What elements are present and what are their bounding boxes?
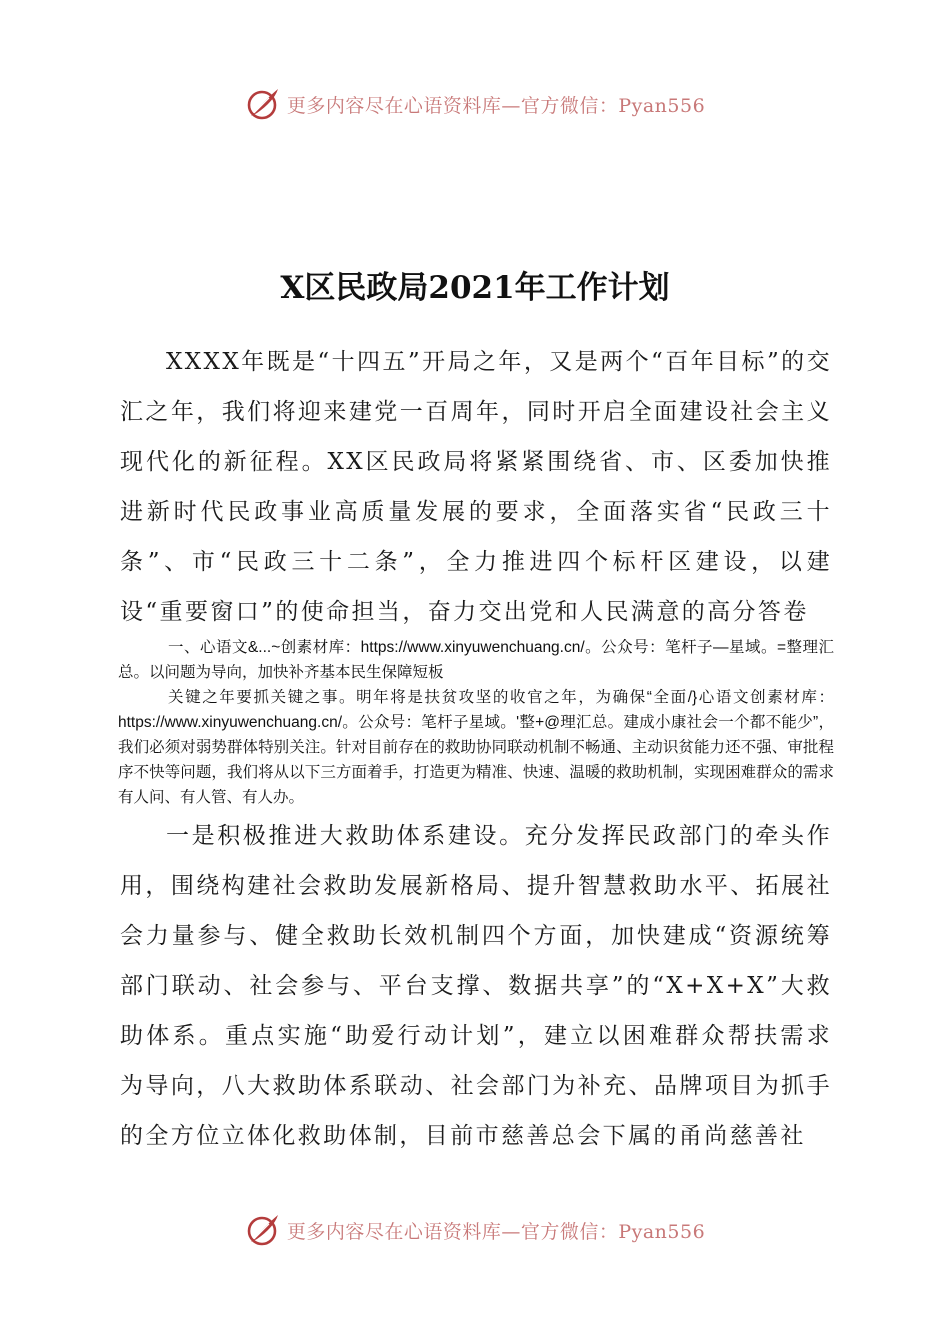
header-watermark-text: 更多内容尽在心语资料库—官方微信：Pyan556	[286, 94, 706, 117]
quill-logo-icon	[245, 1212, 281, 1248]
inserted-note-2-text: 关键之年要抓关键之事。明年将是扶贫攻坚的收官之年，为确保“全面/}心语文创素材库：https://www.xinyuwenchuang.cn/。公众号：笔杆子星域。'整+@理汇总。建成小康社会一个都不能少”，我们必须对弱势群体特别关注。针对目前存在的救助协同联动机制不畅通、主动识贫能力还不强、审批程序不快等问题，我们将从以下三方面着手，打造更为精准、快速、温暖的救助机制，实现困难群众的需求有人问、有人管、有人办。	[118, 689, 834, 806]
inserted-note-1-text: 一、心语文&...~创素材库：https://www.xinyuwenchuang.cn/。公众号：笔杆子—星域。=整理汇总。以问题为导向，加快补齐基本民生保障短板	[118, 639, 834, 681]
inserted-note-1	[118, 635, 834, 685]
body-paragraph-1: XXXX年既是“十四五”开局之年，又是两个“百年目标”的交汇之年，我们将迎来建党一百周年，同时开启全面建设社会主义现代化的新征程。XX区民政局将紧紧围绕省、市、区委加快推进新时代民政事业高质量发展的要求，全面落实省“民政三十条”、市“民政三十二条”，全力推进四个标杆区建设，以建设“重要窗口”的使命担当，奋力交出党和人民满意的高分答卷	[120, 349, 832, 625]
footer-watermark-text: 更多内容尽在心语资料库—官方微信：Pyan556	[286, 1220, 706, 1243]
quill-logo-icon	[245, 86, 281, 122]
body-paragraph-2: 一是积极推进大救助体系建设。充分发挥民政部门的牵头作用，围绕构建社会救助发展新格局、提升智慧救助水平、拓展社会力量参与、健全救助长效机制四个方面，加快建成“资源统筹部门联动、社会参与、平台支撑、数据共享”的“X+X+X”大救助体系。重点实施“助爱行动计划”，建立以困难群众帮扶需求为导向，八大救助体系联动、社会部门为补充、品牌项目为抓手的全方位立体化救助体制，目前市慈善总会下属的甬尚慈善社	[120, 823, 832, 1149]
footer-watermark-banner	[0, 1208, 950, 1252]
header-watermark-banner	[0, 82, 950, 126]
document-title: X区民政局2021年工作计划	[280, 270, 670, 306]
inserted-note-2	[118, 685, 834, 810]
